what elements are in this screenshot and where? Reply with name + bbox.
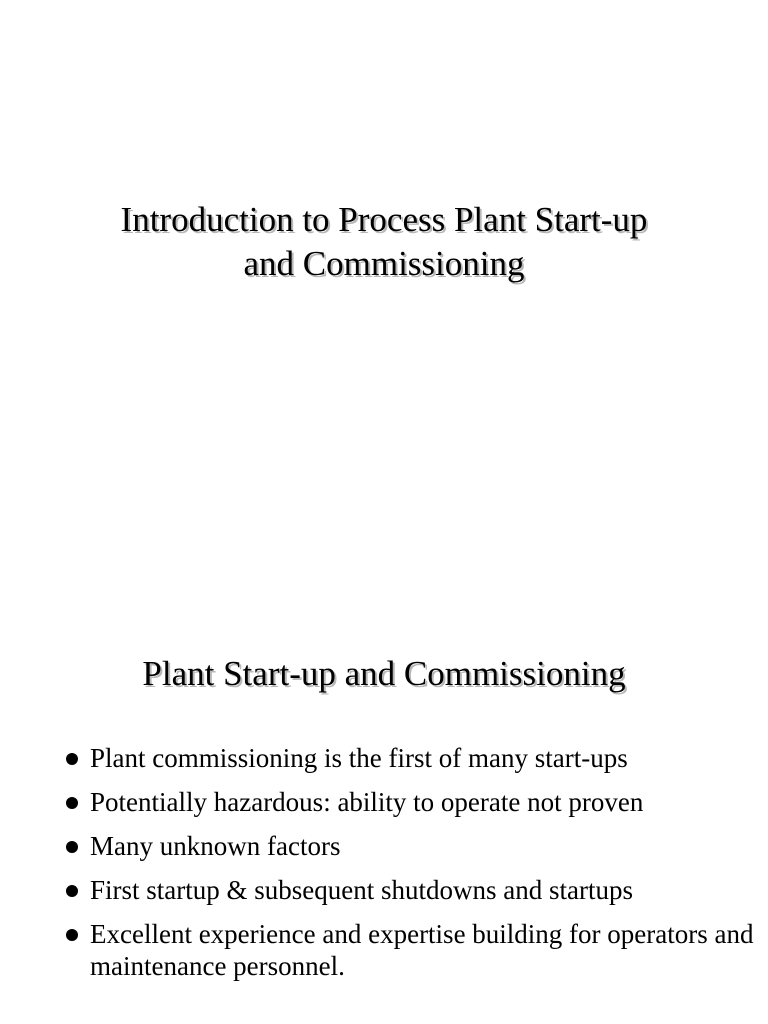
slide-title: Plant Start-up and Commissioning xyxy=(142,654,626,693)
bullet-dot-icon xyxy=(66,753,78,765)
bullet-dot-icon xyxy=(66,885,78,897)
bullet-item xyxy=(66,918,756,982)
presentation-title xyxy=(0,198,768,286)
bullet-dot-icon xyxy=(66,797,78,809)
bullet-list xyxy=(66,742,756,994)
bullet-item xyxy=(66,742,756,774)
bullet-item xyxy=(66,786,756,818)
bullet-item xyxy=(66,874,756,906)
bullet-text: Potentially hazardous: ability to operate not proven xyxy=(90,787,644,817)
bullet-dot-icon xyxy=(66,841,78,853)
title-line-2: and Commissioning xyxy=(243,244,525,283)
bullet-text: Excellent experience and expertise building for operators and maintenance personnel. xyxy=(90,919,754,981)
bullet-text: Plant commissioning is the first of many start-ups xyxy=(90,743,628,773)
bullet-dot-icon xyxy=(66,929,78,941)
bullet-item xyxy=(66,830,756,862)
bullet-text: First startup & subsequent shutdowns and startups xyxy=(90,875,633,905)
content-slide xyxy=(0,600,768,1024)
title-line-1: Introduction to Process Plant Start-up xyxy=(120,200,648,239)
bullet-text: Many unknown factors xyxy=(90,831,341,861)
